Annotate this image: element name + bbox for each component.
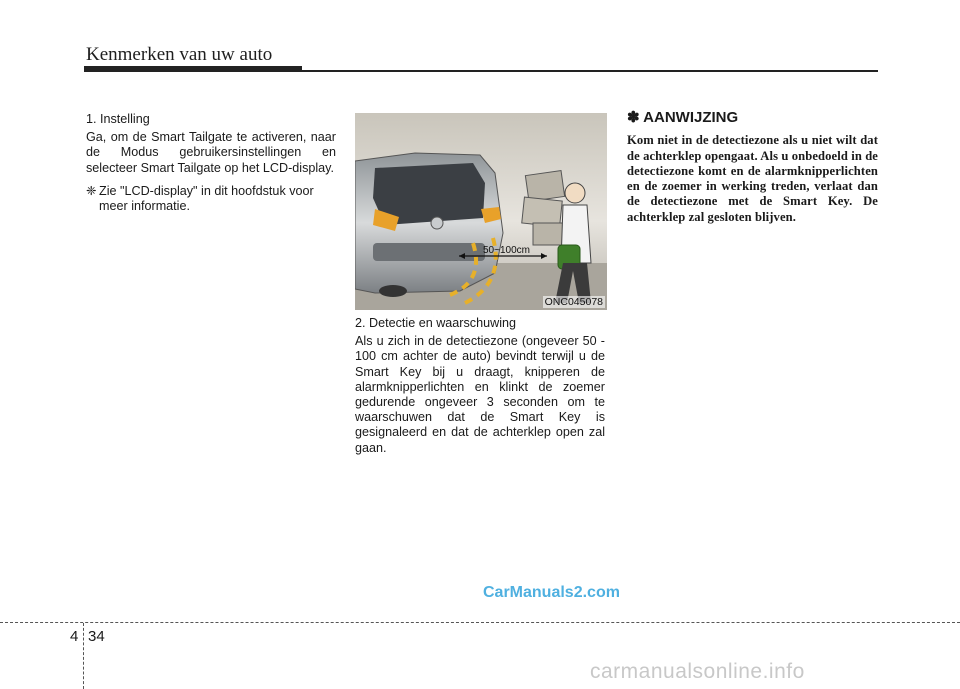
instelling-body: Ga, om de Smart Tailgate te activeren, naar de Modus gebruikersinstellingen en selecteer Smart Tailgate op het LCD-display.	[86, 130, 336, 175]
lcd-note	[86, 184, 336, 214]
aanwijzing-title: ✽ AANWIJZING	[627, 109, 739, 126]
note-mark-icon: ❈	[86, 183, 97, 198]
watermark-carmanuals2: CarManuals2.com	[483, 584, 620, 601]
chapter-number: 4	[70, 628, 79, 645]
distance-label: 50~100cm	[483, 245, 530, 256]
item-title-instelling: 1. Instelling	[86, 112, 150, 126]
column-detectie	[355, 316, 605, 464]
watermark-carmanualsonline: carmanualsonline.info	[590, 660, 805, 683]
figure-code: ONC045078	[544, 296, 603, 308]
page-number: 34	[88, 628, 105, 645]
item-title-detectie: 2. Detectie en waarschuwing	[355, 316, 517, 330]
detectie-body: Als u zich in de detectiezone (ongeveer 50 - 100 cm achter de auto) bevindt terwijl u de Smart Key bij u draagt, knipperen de alarmknipperlichten en klinkt de zoemer gedurende ongeveer 3 seconden om te waarschuwen dat de Smart Key is gesignaleerd en dat de achterklep open zal gaan.	[355, 334, 605, 455]
smart-tailgate-illustration	[355, 113, 607, 310]
lcd-note-text: Zie "LCD-display" in dit hoofdstuk voor meer informatie.	[99, 183, 314, 214]
footer-vertical-rule	[83, 623, 84, 689]
aanwijzing-body: Kom niet in de detectiezone als u niet wilt dat de achterklep opengaat. Als u onbedoeld in de detectiezone komt en de alarmknipperlichten en de zoemer in werking treden, verlaat dan de detectiezone met de Smart Key. De achterklep zal gesloten blijven.	[627, 133, 878, 224]
page-header-title: Kenmerken van uw auto	[86, 44, 273, 65]
column-instelling	[86, 112, 336, 214]
footer-dashed-rule	[0, 622, 960, 623]
header-rule	[84, 70, 878, 72]
column-aanwijzing	[627, 110, 878, 233]
illustration-svg	[355, 113, 607, 310]
